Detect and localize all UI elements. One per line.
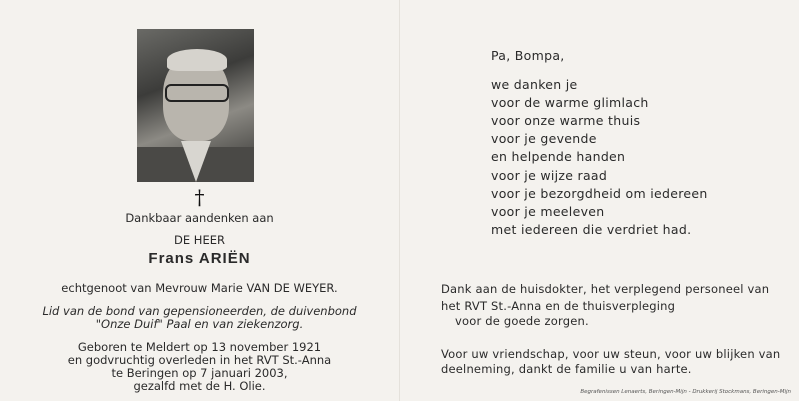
anointed-text: gezalfd met de H. Olie. [133,379,266,393]
greeting: Pa, Bompa, [491,48,565,63]
de-heer-text: DE HEER [174,233,225,247]
printer-imprint: Begrafenissen Lenaerts, Beringen-Mijn - Drukkerij Stockmans, Beringen-Mijn [580,389,791,395]
born-text: Geboren te Meldert op 13 november 1921 [77,340,322,354]
thanks-line-2: het RVT St.-Anna en de thuisverpleging [441,299,676,313]
friendship-line-2: deelneming, dankt de familie u van harte. [441,362,692,376]
died-line-1: en godvruchtig overleden in het RVT St.-Anna [67,353,332,367]
photo-glasses [165,84,229,102]
photo-hair [167,49,227,71]
poem-line: voor je gevende [491,131,597,147]
poem-line: met iedereen die verdriet had. [491,221,692,237]
cross-icon: † [194,185,205,209]
fold-line [399,0,400,401]
thanks-line-1: Dank aan de huisdokter, het verplegend personeel van [441,282,770,296]
membership-line-1: Lid van de bond van gepensioneerden, de duivenbond [42,304,357,318]
friendship-line-1: Voor uw vriendschap, voor uw steun, voor uw blijken van [441,347,781,361]
poem [491,47,708,239]
died-line-2: te Beringen op 7 januari 2003, [111,366,288,380]
deceased-name: Frans ARIËN [148,250,251,267]
thanks-line-3: voor de goede zorgen. [455,314,589,328]
portrait-photo [137,29,254,182]
dankbaar-text: Dankbaar aandenken aan [125,211,274,225]
poem-line: we danken je [491,77,578,93]
membership-line-2: "Onze Duif" Paal en van ziekenzorg. [95,317,304,331]
poem-line: voor je bezorgdheid om iedereen [491,185,708,201]
poem-spacer [491,65,708,76]
poem-line: voor je meeleven [491,203,605,219]
poem-line: voor onze warme thuis [491,113,641,129]
poem-line: en helpende handen [491,149,626,165]
poem-line: voor de warme glimlach [491,95,649,111]
poem-line: voor je wijze raad [491,167,608,183]
spouse-text: echtgenoot van Mevrouw Marie VAN DE WEYER. [61,281,338,295]
